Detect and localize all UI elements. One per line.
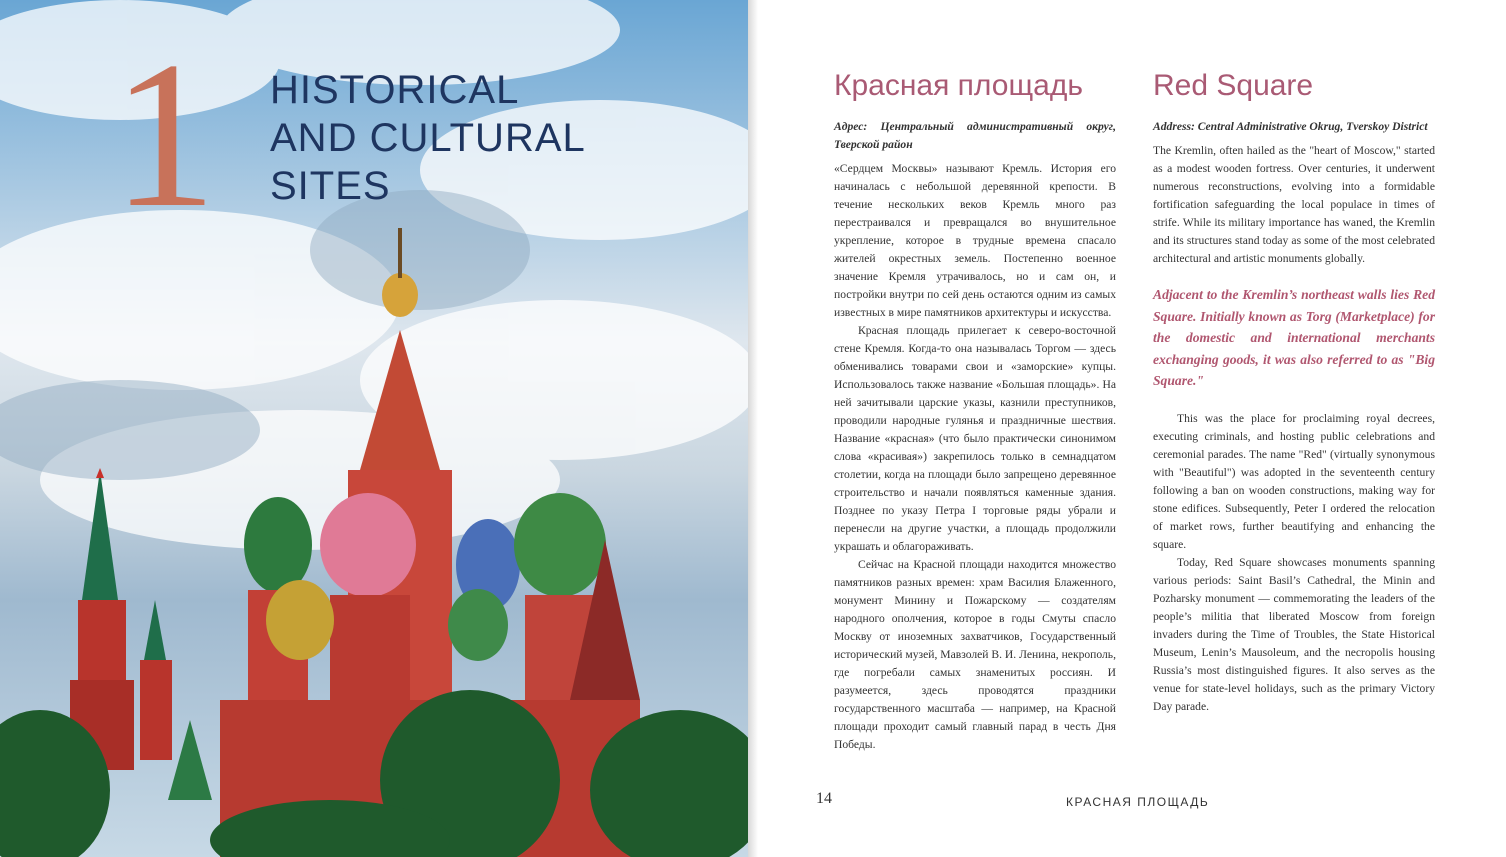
russian-paragraph-1: «Сердцем Москвы» называют Кремль. История его начиналась с небольшой деревянной крепости. В течение нескольких веков Кремль много раз перестраивался и превращался во внушительное укрепление, которое в трудные времена спасало жителей окрестных земель. Постепенно военное значение Кремля утрачивалось, но и сам он, и постройки внутри по сей день остаются одним из самых известных в мире памятников архитектуры и искусства. bbox=[834, 162, 1116, 319]
english-heading: Red Square bbox=[1153, 69, 1314, 102]
page-number: 14 bbox=[816, 790, 832, 807]
book-gutter bbox=[748, 0, 758, 857]
chapter-title-line-3: SITES bbox=[270, 164, 391, 208]
english-address: Address: Central Administrative Okrug, Tverskoy District bbox=[1153, 120, 1428, 133]
english-paragraph-2: This was the place for proclaiming royal decrees, executing criminals, and hosting public celebrations and ceremonial parades. The name "Red" (virtually synonymous with "Beautiful") was adopted in the seventeenth century following a ban on wooden constructions, making way for stone edifices. Subsequently, Peter I ordered the relocation of market rows, further beautifying and enhancing the square. bbox=[1153, 411, 1435, 551]
english-paragraph-1: The Kremlin, often hailed as the "heart of Moscow," started as a modest wooden fortress. Over centuries, it underwent numerous reconstructions, evolving into a formidable fortification safeguarding the local populace in times of strife. While its military importance has waned, the Kremlin and its structures stand today as some of the most celebrated architectural and artistic monuments globally. bbox=[1153, 144, 1435, 265]
russian-paragraph-3: Сейчас на Красной площади находится множество памятников разных времен: храм Василия Блаженного, монумент Минину и Пожарскому — создателям народного ополчения, которое в годы Смуты спасло Москву от иноземных захватчиков, Государственный исторический музей, Мавзолей В. И. Ленина, некрополь, где погребали самых знаменитых россиян. И разумеется, здесь проводятся праздники государственного масштаба — например, на Красной площади проходит самый главный парад в честь Дня Победы. bbox=[834, 558, 1116, 751]
english-pull-quote: Adjacent to the Kremlin’s northeast walls lies Red Square. Initially known as Torg (Marketplace) for the domestic and international merchants exchanging goods, it was also referred to as "Big Square." bbox=[1153, 287, 1435, 388]
chapter-number: 1 bbox=[112, 19, 217, 251]
russian-heading: Красная площадь bbox=[834, 69, 1083, 102]
russian-column bbox=[834, 66, 1116, 754]
chapter-title bbox=[270, 66, 586, 210]
left-page-photo-spread bbox=[0, 0, 748, 857]
english-paragraph-3: Today, Red Square showcases monuments spanning various periods: Saint Basil’s Cathedral, the Minin and Pozharsky monument — commemorating the leaders of the people’s militia that liberated Moscow from foreign invaders during the Time of Troubles, the State Historical Museum, Lenin’s Mausoleum, and the necropolis housing Russia’s most distinguished figures. It also serves as the venue for state-level holidays, such as the primary Victory Day parade. bbox=[1153, 555, 1435, 713]
running-head: КРАСНАЯ ПЛОЩАДЬ bbox=[1066, 795, 1210, 809]
russian-paragraph-2: Красная площадь прилегает к северо-восточной стене Кремля. Когда-то она называлась Торгом — здесь обменивались товарами свои и «заморские» купцы. Использовалось также название «Большая площадь». На ней зачитывали царские указы, казнили преступников, проводили народные гулянья и праздничные шествия. Название «красная» (что было практически синонимом слова «красивая») закрепилось только в семнадцатом столетии, когда на площади было запрещено деревянное строительство и начали появляться каменные здания. Позднее по указу Петра I торговые ряды убрали и перенесли на другие участки, а площадь продолжили украшать и облагораживать. bbox=[834, 324, 1116, 553]
english-column bbox=[1153, 66, 1435, 716]
chapter-title-line-1: HISTORICAL bbox=[270, 68, 520, 112]
chapter-title-line-2: AND CULTURAL bbox=[270, 116, 586, 160]
russian-address: Адрес: Центральный административный округ, Тверской район bbox=[834, 120, 1116, 151]
